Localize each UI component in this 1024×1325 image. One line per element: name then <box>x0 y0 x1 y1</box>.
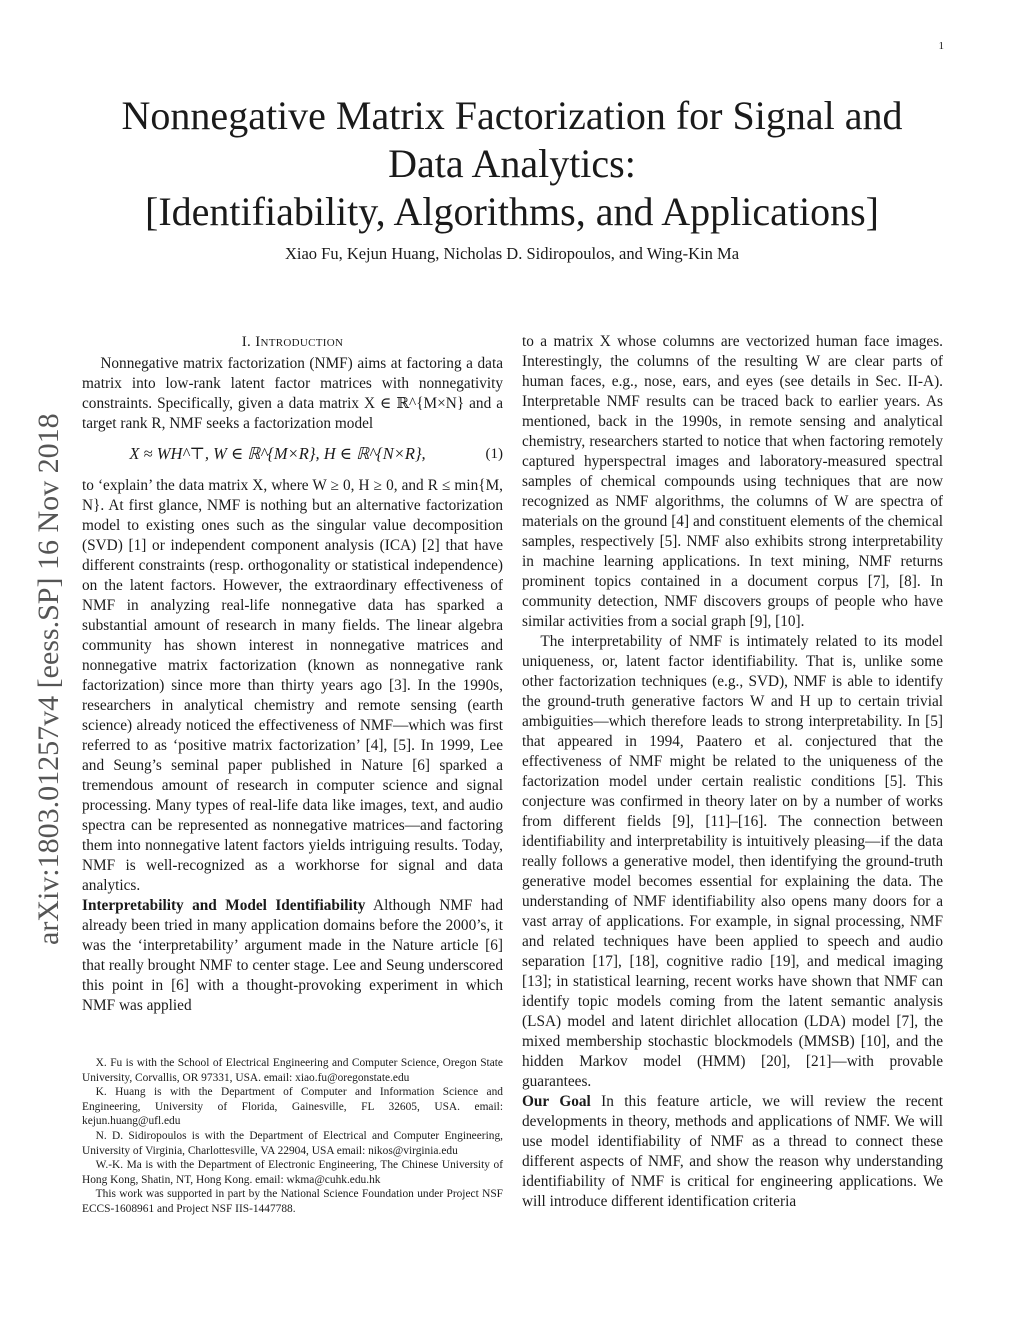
title-line-3: [Identifiability, Algorithms, and Applications] <box>145 189 879 234</box>
title-line-2: Data Analytics: <box>388 141 636 186</box>
interpretability-heading: Interpretability and Model Identifiability <box>82 897 366 914</box>
page-number: 1 <box>938 40 944 52</box>
footnote-huang: K. Huang is with the Department of Computer and Information Science and Engineering, University of Florida, Gainesville, FL 32605, USA. email: kejun.huang@ufl.edu <box>82 1086 503 1128</box>
title-line-1: Nonnegative Matrix Factorization for Signal and <box>121 93 903 138</box>
equation-body: X ≈ WH^⊤, W ∈ ℝ^{M×R}, H ∈ ℝ^{N×R}, <box>129 444 426 463</box>
arxiv-stamp <box>12 330 72 970</box>
left-column <box>82 332 503 1016</box>
goal-text: In this feature article, we will review the recent developments in theory, methods and applications of NMF. We will use model identifiability of NMF as a thread to connect these different aspects of NMF, and show the reason why understanding identifiability of NMF is critical for engineering applications. We will introduce different identification criteria <box>522 1093 943 1210</box>
section-title: Introduction <box>255 334 344 350</box>
section-number: I. <box>241 334 252 350</box>
arxiv-stamp-svg <box>12 330 72 970</box>
footnote-sidiropoulos: N. D. Sidiropoulos is with the Department of Electrical and Computer Engineering, University of Virginia, Charlottesville, VA 22904, USA email: nikos@virginia.edu <box>82 1129 503 1157</box>
footnotes <box>82 1056 503 1217</box>
author-list: Xiao Fu, Kejun Huang, Nicholas D. Sidiropoulos, and Wing-Kin Ma <box>284 244 740 263</box>
right-paragraph-2: The interpretability of NMF is intimately related to its model uniqueness, or, latent factor identifiability. That is, unlike some other factorization techniques (e.g., SVD), NMF is able to identify the ground-truth generative factors W and H up to certain trivial ambiguities—which therefore leads to strong interpretability. In [5] that appeared in 1994, Paatero et al. conjectured that the effectiveness of NMF might be related to the uniqueness of the factorization model under certain realistic conditions [5]. This conjecture was confirmed in theory later on by a number of works from different fields [9], [11]–[16]. The connection between identifiability and interpretability is intuitively pleasing—if the data really follows a generative model, then identifying the ground-truth generative model becomes essential for explaining the data. The understanding of NMF identifiability also opens many doors for a vast array of applications. For example, in signal processing, NMF and related techniques have been applied to speech and audio separation [17], [18], cognitive radio [19], and medical imaging [13]; in statistical learning, recent works have shown that NMF can identify topic models coming from the latent semantic analysis (LSA) model and latent dirichlet allocation (LDA) model [7], the mixed membership stochastic blockmodels (MMSB) [10], and the hidden Markov model (HMM) [20], [21]—with provable guarantees. <box>522 633 943 1090</box>
right-column <box>522 332 943 1212</box>
section-heading <box>82 332 503 352</box>
interpretability-text: Although NMF had already been tried in many application domains before the 2000’s, it was the ‘interpretability’ argument made in the Nature article [6] that really brought NMF to center stage. Lee and Seung underscored this point in [6] with a thought-provoking experiment in which NMF was applied <box>82 897 503 1014</box>
right-paragraph-1: to a matrix X whose columns are vectorized human face images. Interestingly, the columns of the resulting W are clear parts of human faces, e.g., nose, ears, and eyes (see details in Sec. II-A). Interpretable NMF results can be traced back to earlier years. As mentioned, back in the 1990s, in remote sensing and analytical chemistry, researchers started to notice that when factoring remotely captured hyperspectral images and laboratory-measured spectral samples of chemical compounds using techniques that are now recognized as NMF algorithms, the columns of W are spectra of materials on the ground [4] and constituent elements of the chemical samples, respectively [5]. NMF also exhibits strong interpretability in machine learning applications. In text mining, NMF returns prominent topics contained in a document corpus [7], [8]. In community detection, NMF discovers groups of people who have similar activities from a social graph [9], [10]. <box>522 333 943 630</box>
equation-number: (1) <box>485 446 503 462</box>
equation-1 <box>82 442 503 466</box>
interpretability-paragraph <box>82 896 503 1016</box>
intro-paragraph-1a: Nonnegative matrix factorization (NMF) aims at factoring a data matrix into low-rank latent factor matrices with nonnegativity constraints. Specifically, given a data matrix X ∈ ℝ^{M×N} and a target rank R, NMF seeks a factorization model <box>82 355 503 432</box>
footnote-fu: X. Fu is with the School of Electrical Engineering and Computer Science, Oregon State University, Corvallis, OR 97331, USA. email: xiao.fu@oregonstate.edu <box>82 1057 503 1084</box>
footnote-funding: This work was supported in part by the National Science Foundation under Project NSF ECCS-1608961 and Project NSF IIS-1447788. <box>82 1188 503 1215</box>
intro-paragraph-1b: to ‘explain’ the data matrix X, where W ≥ 0, H ≥ 0, and R ≤ min{M, N}. At first glance, NMF is nothing but an alternative factorization model to existing ones such as the singular value decomposition (SVD) [1] or independent component analysis (ICA) [2] that have different constraints (resp. orthogonality or statistical independence) on the latent factors. However, the extraordinary effectiveness of NMF in analyzing real-life nonnegative data has sparked a substantial amount of research in many fields. The linear algebra community has shown interest in nonnegative matrices and nonnegative matrix factorization (known as nonnegative rank factorization) since more than thirty years ago [3]. In the 1990s, researchers in analytical chemistry and remote sensing (earth science) already noticed the effectiveness of NMF—which was first referred to as ‘positive matrix factorization’ [4], [5]. In 1999, Lee and Seung’s seminal paper published in Nature [6] sparked a tremendous amount of research in computer science and signal processing. Many types of real-life data like images, text, and audio spectra can be represented as nonnegative matrices—and factoring them into nonnegative latent factors yields intriguing results. Today, NMF is well-recognized as a workhorse for signal and data analytics. <box>82 477 503 894</box>
goal-heading: Our Goal <box>522 1093 591 1110</box>
footnote-ma: W.-K. Ma is with the Department of Electronic Engineering, The Chinese University of Hong Kong, Shatin, NT, Hong Kong. email: wkma@cuhk.edu.hk <box>82 1159 503 1186</box>
paper-title <box>82 92 942 236</box>
arxiv-stamp-text: arXiv:1803.01257v4 [eess.SP] 16 Nov 2018 <box>32 413 65 945</box>
goal-paragraph <box>522 1092 943 1212</box>
